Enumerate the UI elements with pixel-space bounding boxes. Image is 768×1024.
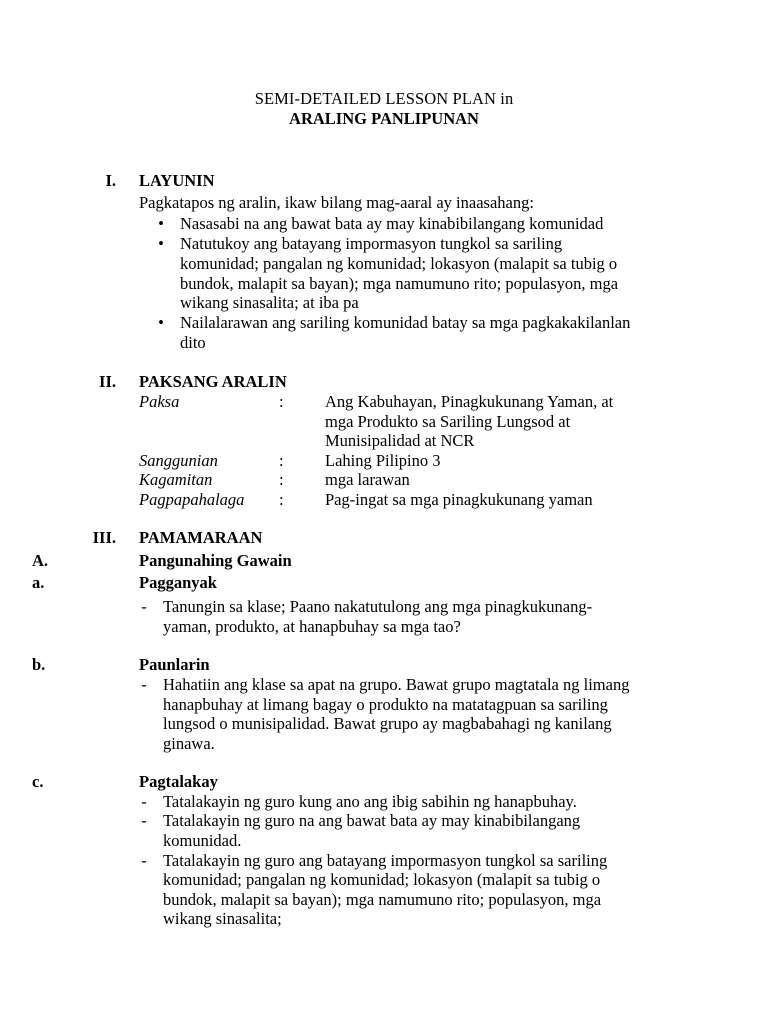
step-a-heading: Pagganyak [139, 573, 217, 592]
bullet-dot: • [158, 214, 164, 233]
list-dash: - [141, 792, 147, 811]
section-1-intro: Pagkatapos ng aralin, ikaw bilang mag-aaral ay inaasahang: [139, 193, 534, 212]
detail-value-paksa-line-1: Ang Kabuhayan, Pinagkukunang Yaman, at [325, 392, 614, 411]
detail-value-paksa-line-2: mga Produkto sa Sariling Lungsod at [325, 412, 571, 431]
objective-2-line-2: komunidad; pangalan ng komunidad; lokasyon (malapit sa tubig o [180, 254, 618, 273]
section-1-heading: LAYUNIN [139, 171, 215, 190]
step-a-letter: a. [32, 573, 45, 592]
step-c-item-3-line-3: bundok, malapit sa bayan); mga namumuno rito; populasyon, mga [163, 890, 602, 909]
subsection-a-letter: A. [32, 551, 49, 570]
section-3-heading: PAMAMARAAN [139, 528, 263, 547]
objective-2-line-3: bundok, malapit sa bayan); mga namumuno rito; populasyon, mga [180, 274, 619, 293]
detail-label-paksa: Paksa [139, 392, 180, 411]
list-dash: - [141, 851, 147, 870]
objective-3-line-1: Nailalarawan ang sariling komunidad batay sa mga pagkakakilanlan [180, 313, 631, 332]
detail-value-kagamitan: mga larawan [325, 470, 410, 489]
bullet-dot: • [158, 234, 164, 253]
bullet-dot: • [158, 313, 164, 332]
step-c-item-3-line-4: wikang sinasalita; [163, 909, 282, 928]
step-c-item-2-line-1: Tatalakayin ng guro na ang bawat bata ay may kinabibilangang [163, 811, 581, 830]
step-c-item-2-line-2: komunidad. [163, 831, 242, 850]
section-2-number: II. [99, 372, 116, 391]
step-a-item-1-line-2: yaman, produkto, at hanapbuhay sa mga tao? [163, 617, 461, 636]
objective-2-line-1: Natutukoy ang batayang impormasyon tungkol sa sariling [180, 234, 563, 253]
detail-value-paksa-line-3: Munisipalidad at NCR [325, 431, 475, 450]
step-c-item-3-line-1: Tatalakayin ng guro ang batayang impormasyon tungkol sa sariling [163, 851, 608, 870]
step-b-heading: Paunlarin [139, 655, 210, 674]
detail-value-pagpapahalaga: Pag-ingat sa mga pinagkukunang yaman [325, 490, 593, 509]
step-a-item-1-line-1: Tanungin sa klase; Paano nakatutulong ang mga pinagkukunang- [163, 597, 593, 616]
detail-label-sanggunian: Sanggunian [139, 451, 218, 470]
detail-value-sanggunian: Lahing Pilipino 3 [325, 451, 441, 470]
section-2-heading: PAKSANG ARALIN [139, 372, 287, 391]
section-3-number: III. [92, 528, 116, 547]
step-b-item-1-line-3: lungsod o munisipalidad. Bawat grupo ay magbabahagi ng kanilang [163, 714, 612, 733]
objective-1-line-1: Nasasabi na ang bawat bata ay may kinabibilangang komunidad [180, 214, 604, 233]
step-b-item-1-line-4: ginawa. [163, 734, 215, 753]
list-dash: - [141, 597, 147, 616]
detail-colon: : [279, 451, 284, 470]
step-b-letter: b. [32, 655, 46, 674]
list-dash: - [141, 811, 147, 830]
step-c-heading: Pagtalakay [139, 772, 218, 791]
detail-label-kagamitan: Kagamitan [139, 470, 213, 489]
detail-colon: : [279, 470, 284, 489]
detail-colon: : [279, 490, 284, 509]
document-title-line2: ARALING PANLIPUNAN [289, 109, 479, 128]
step-c-item-1-line-1: Tatalakayin ng guro kung ano ang ibig sabihin ng hanapbuhay. [163, 792, 577, 811]
section-1-number: I. [105, 171, 116, 190]
subsection-a-heading: Pangunahing Gawain [139, 551, 292, 570]
step-b-item-1-line-2: hanapbuhay at limang bagay o produkto na matatagpuan sa sariling [163, 695, 608, 714]
detail-colon: : [279, 392, 284, 411]
step-c-item-3-line-2: komunidad; pangalan ng komunidad; lokasyon (malapit sa tubig o [163, 870, 601, 889]
objective-3-line-2: dito [180, 333, 206, 352]
step-b-item-1-line-1: Hahatiin ang klase sa apat na grupo. Bawat grupo magtatala ng limang [163, 675, 630, 694]
document-title-line1: SEMI-DETAILED LESSON PLAN in [254, 89, 514, 108]
list-dash: - [141, 675, 147, 694]
step-c-letter: c. [32, 772, 44, 791]
detail-label-pagpapahalaga: Pagpapahalaga [139, 490, 245, 509]
objective-2-line-4: wikang sinasalita; at iba pa [180, 293, 359, 312]
